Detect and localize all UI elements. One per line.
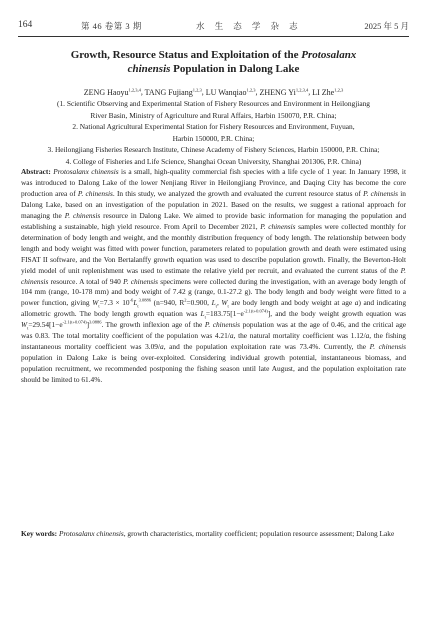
- author: LU Wanqiao$^{1,2,3}$: [205, 87, 256, 97]
- title-species-genus: Protosalanx: [301, 49, 357, 61]
- author: ZHENG Yi$^{1,2,3,4}$: [259, 87, 309, 97]
- article-title: [20, 48, 407, 76]
- affiliation-line: River Basin, Ministry of Agriculture and Rural Affairs, Harbin 150070, P.R. China;: [90, 110, 337, 120]
- abstract-text: Abstract: Protosalanx chinensis is a small, high-quality commercial fish species with a life cycle of 1 year. In January 1998, it was introduced to Dalong Lake of the lower Nenjiang River in Heilongjiang Province, and Daqing City has become the core production area of P. chinensis. In this study, we analyzed the growth and evaluated the current resource status of P. chinensis in Dalong Lake, based on an investigation of the population in 2021. Based on the results, we suggest a rational approach for managing the P. chinensis resource in Dalong Lake. We aimed to provide basic information for managing the population and establishing a sustainable, high yield resource. From April to December 2021, P. chinensis samples were collected monthly for determination of body length and weight, and the monthly distribution frequency of body length. The relationship between body length and body weight was fitted with power function, parameters related to population growth and death were estimated using FISAT II software, and the Von Bertalanffy growth equation was used to describe population growth. Finally, the Beverton-Holt yield model of unit replenishment was used to estimate the relative yield per recruit, and evaluated the current status of the P. chinensis resource. A total of 940 P. chinensis specimens were collected during the investigation, with an average body length of 104 mm (range, 10-178 mm) and body weight of 7.42 g (range, 0.1-27.2 g). The body length and body weight were fitted to a power function, giving $W_t=7.3 \times 10^{-6}L_t^{3.0886}$ (n=940, $R^2=0.900$, $L_t$, $W_t$ are body length and body weight at age a) and indicating allometric growth. The body length growth equation was $L_t=183.75[1-e^{-2.1(t+0.074)}]$, and the body weight growth equation was $W_t=29.54[1-e^{-2.1(t+0.074)}]^{3.0886}$. The growth inflexion age of the P. chinensis population was at the age of 0.46, and the critical age was 0.83. The total mortality coefficient of the population was 4.21/a, the natural mortality coefficient was 1.12/a, the fishing instantaneous mortality coefficient was 3.09/a, and the population exploitation rate was 73.4%. Currently, the P. chinensis population in Dalong Lake is being over-exploited. Considering individual growth potential, instantaneous biomass, and population recruitment, we recommended postponing the fishing season until late August, and the population exploitation rate should be limited to 61.4%.: [21, 167, 407, 385]
- affiliation-line: Harbin 150000, P.R. China;: [172, 133, 255, 143]
- keywords: [21, 529, 406, 540]
- header-divider: [18, 36, 409, 37]
- keyword-species: Protosalanx chinensis: [58, 529, 124, 538]
- issue-date: 2025 年 5 月: [364, 21, 409, 31]
- title-line-2: chinensis Population in Dalong Lake: [127, 63, 300, 75]
- keywords-label: Key words:: [21, 529, 58, 538]
- author: ZENG Haoyu$^{1,2,3,4}$: [83, 87, 141, 97]
- title-species-epithet: chinensis: [127, 63, 171, 75]
- volume-issue: 第 46 卷第 3 期: [81, 21, 142, 31]
- equation-length-growth: $L_t=183.75[1-e^{-2.1(t+0.074)}$: [200, 308, 268, 320]
- abstract-label: Abstract:: [21, 167, 51, 176]
- affiliations: [14, 98, 413, 168]
- page-number: 164: [18, 20, 33, 30]
- keyword-list: , growth characteristics, mortality coefficient; population resource assessment; Dalong Lake: [123, 529, 395, 538]
- running-header: [18, 18, 409, 34]
- equation-length-weight: $W_t=7.3 \times 10^{-6}L_t^{3.0886}$: [92, 298, 152, 309]
- title-line-1: Growth, Resource Status and Exploitation of the Protosalanx: [70, 49, 357, 61]
- equation-weight-growth: $W_t=29.54[1-e^{-2.1(t+0.074)}]^{3.0886}$: [21, 319, 102, 331]
- affiliation-line: (1. Scientific Observing and Experimental Station of Fishery Resources and Environment in Heilongjiang: [56, 99, 370, 108]
- author: TANG Fujiang$^{1,2,3}$: [144, 87, 202, 97]
- author-list: ZENG Haoyu$^{1,2,3,4}$, TANG Fujiang$^{1,2,3}$, LU Wanqiao$^{1,2,3}$, ZHENG Yi$^{1,2,3,4}$, LI Zhe$^{1,2,3}$: [83, 87, 344, 97]
- author: LI Zhe$^{1,2,3}$: [312, 87, 344, 97]
- journal-name: 水 生 态 学 杂 志: [196, 21, 302, 31]
- abstract: [21, 167, 406, 386]
- affiliation-line: 4. College of Fisheries and Life Science, Shanghai Ocean University, Shanghai 201306, P.R. China): [65, 156, 362, 166]
- affiliation-line: 3. Heilongjiang Fisheries Research Institute, Chinese Academy of Fishery Sciences, Harbin 150000, P.R. China;: [47, 145, 380, 155]
- affiliation-line: 2. National Agricultural Experimental Station for Fishery Resources and Environment, Fuyuan,: [72, 122, 355, 132]
